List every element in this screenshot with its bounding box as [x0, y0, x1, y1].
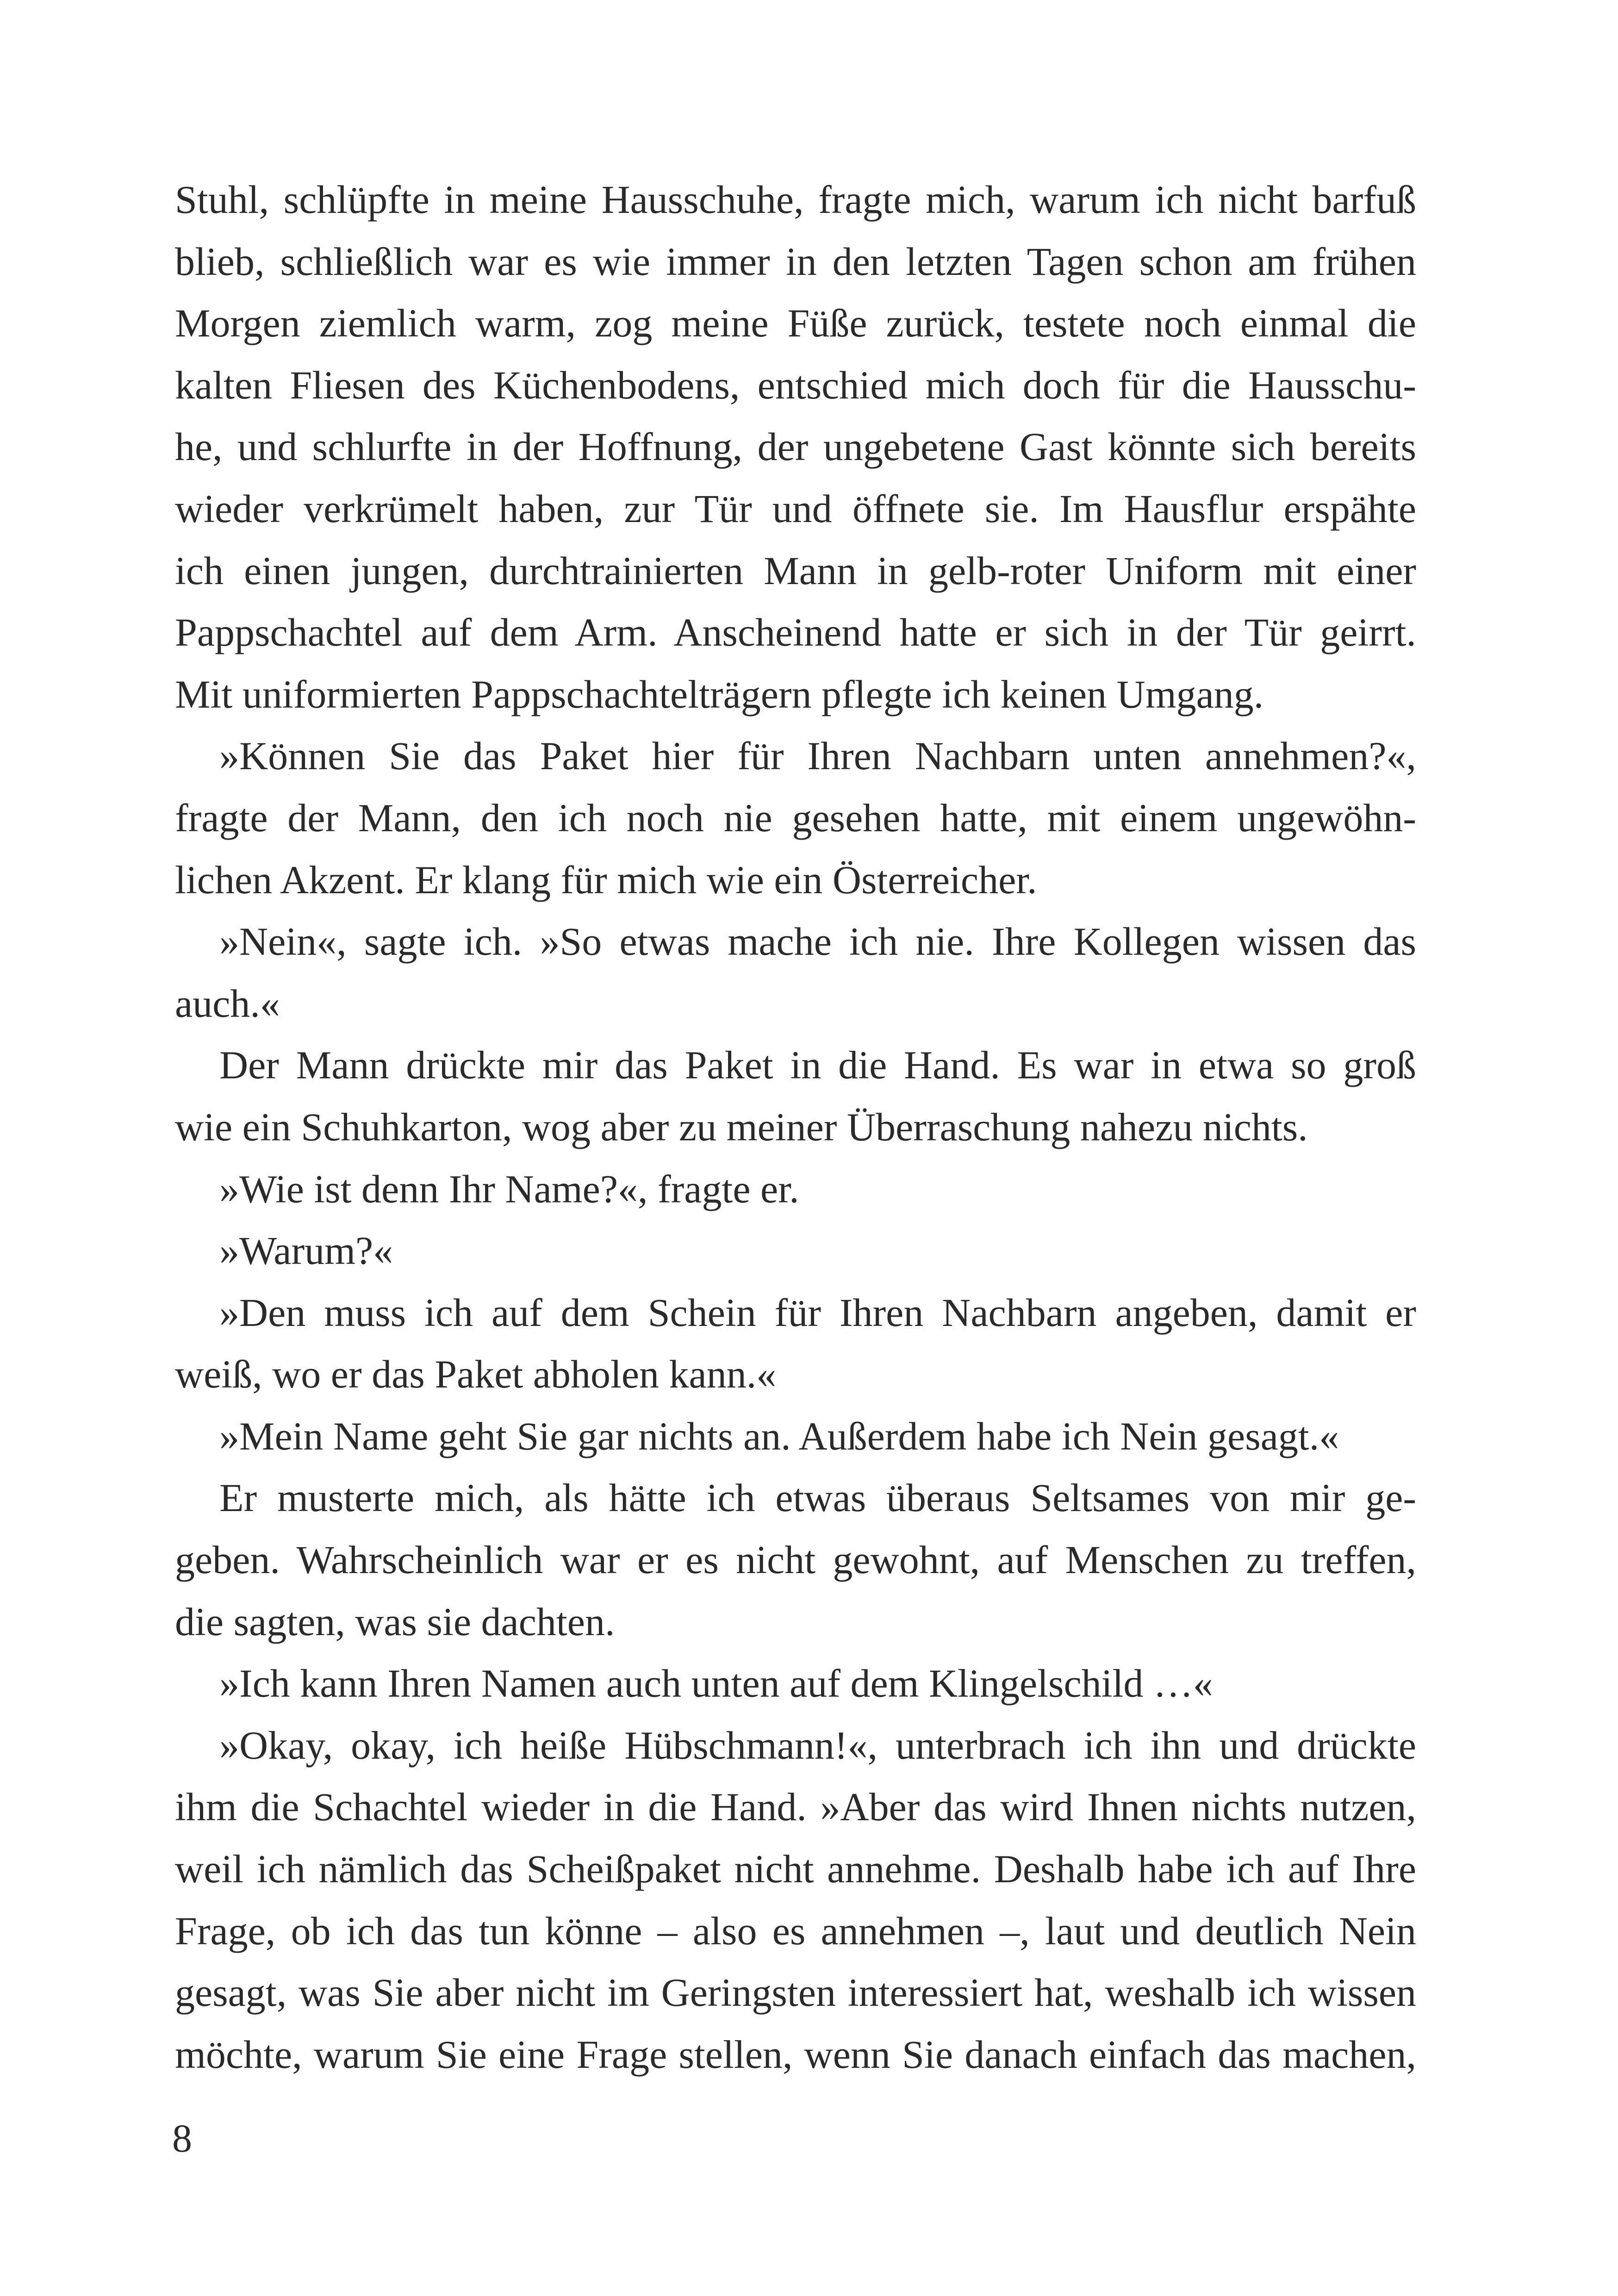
text-line: möchte, warum Sie eine Frage stellen, wenn Sie danach einfach das machen,: [175, 2032, 1416, 2077]
text-line: Pappschachtel auf dem Arm. Anscheinend hatte er sich in der Tür geirrt.: [175, 610, 1416, 655]
text-line: lichen Akzent. Er klang für mich wie ein Österreicher.: [175, 857, 1037, 902]
text-line: Morgen ziemlich warm, zog meine Füße zurück, testete noch einmal die: [175, 301, 1416, 346]
text-line: wieder verkrümelt haben, zur Tür und öffnete sie. Im Hausflur erspähte: [175, 486, 1416, 531]
text-line: »Okay, okay, ich heiße Hübschmann!«, unterbrach ich ihn und drückte: [219, 1723, 1416, 1767]
text-line: ihm die Schachtel wieder in die Hand. »Aber das wird Ihnen nichts nutzen,: [175, 1785, 1416, 1829]
text-line: fragte der Mann, den ich noch nie gesehen hatte, mit einem ungewöhn-: [175, 795, 1416, 840]
text-line: »Nein«, sagte ich. »So etwas mache ich nie. Ihre Kollegen wissen das: [219, 919, 1416, 964]
text-line: gesagt, was Sie aber nicht im Geringsten interessiert hat, weshalb ich wissen: [175, 1970, 1416, 2015]
text-line: Er musterte mich, als hätte ich etwas überaus Seltsames von mir ge-: [219, 1475, 1416, 1520]
text-line: die sagten, was sie dachten.: [175, 1599, 615, 1644]
text-line: blieb, schließlich war es wie immer in den letzten Tagen schon am frühen: [175, 239, 1416, 284]
text-line: Frage, ob ich das tun könne – also es annehmen –, laut und deutlich Nein: [175, 1908, 1416, 1953]
text-line: »Ich kann Ihren Namen auch unten auf dem Klingelschild …«: [219, 1661, 1213, 1706]
text-line: »Den muss ich auf dem Schein für Ihren Nachbarn angeben, damit er: [219, 1290, 1416, 1335]
text-line: »Können Sie das Paket hier für Ihren Nachbarn unten annehmen?«,: [219, 734, 1416, 778]
text-line: »Warum?«: [219, 1228, 393, 1273]
text-line: geben. Wahrscheinlich war er es nicht gewohnt, auf Menschen zu treffen,: [175, 1537, 1416, 1582]
text-line: Mit uniformierten Pappschachtelträgern pflegte ich keinen Umgang.: [175, 672, 1264, 716]
text-line: Stuhl, schlüpfte in meine Hausschuhe, fragte mich, warum ich nicht barfuß: [175, 177, 1416, 222]
text-line: kalten Fliesen des Küchenbodens, entschied mich doch für die Hausschu-: [175, 362, 1416, 407]
text-line: weil ich nämlich das Scheißpaket nicht annehme. Deshalb habe ich auf Ihre: [175, 1847, 1416, 1892]
text-line: »Mein Name geht Sie gar nichts an. Außerdem habe ich Nein gesagt.«: [219, 1413, 1339, 1458]
text-line: ich einen jungen, durchtrainierten Mann in gelb-roter Uniform mit einer: [175, 548, 1416, 593]
text-line: »Wie ist denn Ihr Name?«, fragte er.: [219, 1166, 799, 1211]
body-text: [175, 169, 1416, 2085]
text-line: he, und schlurfte in der Hoffnung, der ungebetene Gast könnte sich bereits: [175, 424, 1416, 469]
text-line: Der Mann drückte mir das Paket in die Hand. Es war in etwa so groß: [219, 1043, 1416, 1088]
page-number: 8: [172, 2116, 192, 2160]
text-line: weiß, wo er das Paket abholen kann.«: [175, 1352, 777, 1397]
text-line: auch.«: [175, 981, 280, 1026]
text-line: wie ein Schuhkarton, wog aber zu meiner Überraschung nahezu nichts.: [175, 1104, 1308, 1149]
